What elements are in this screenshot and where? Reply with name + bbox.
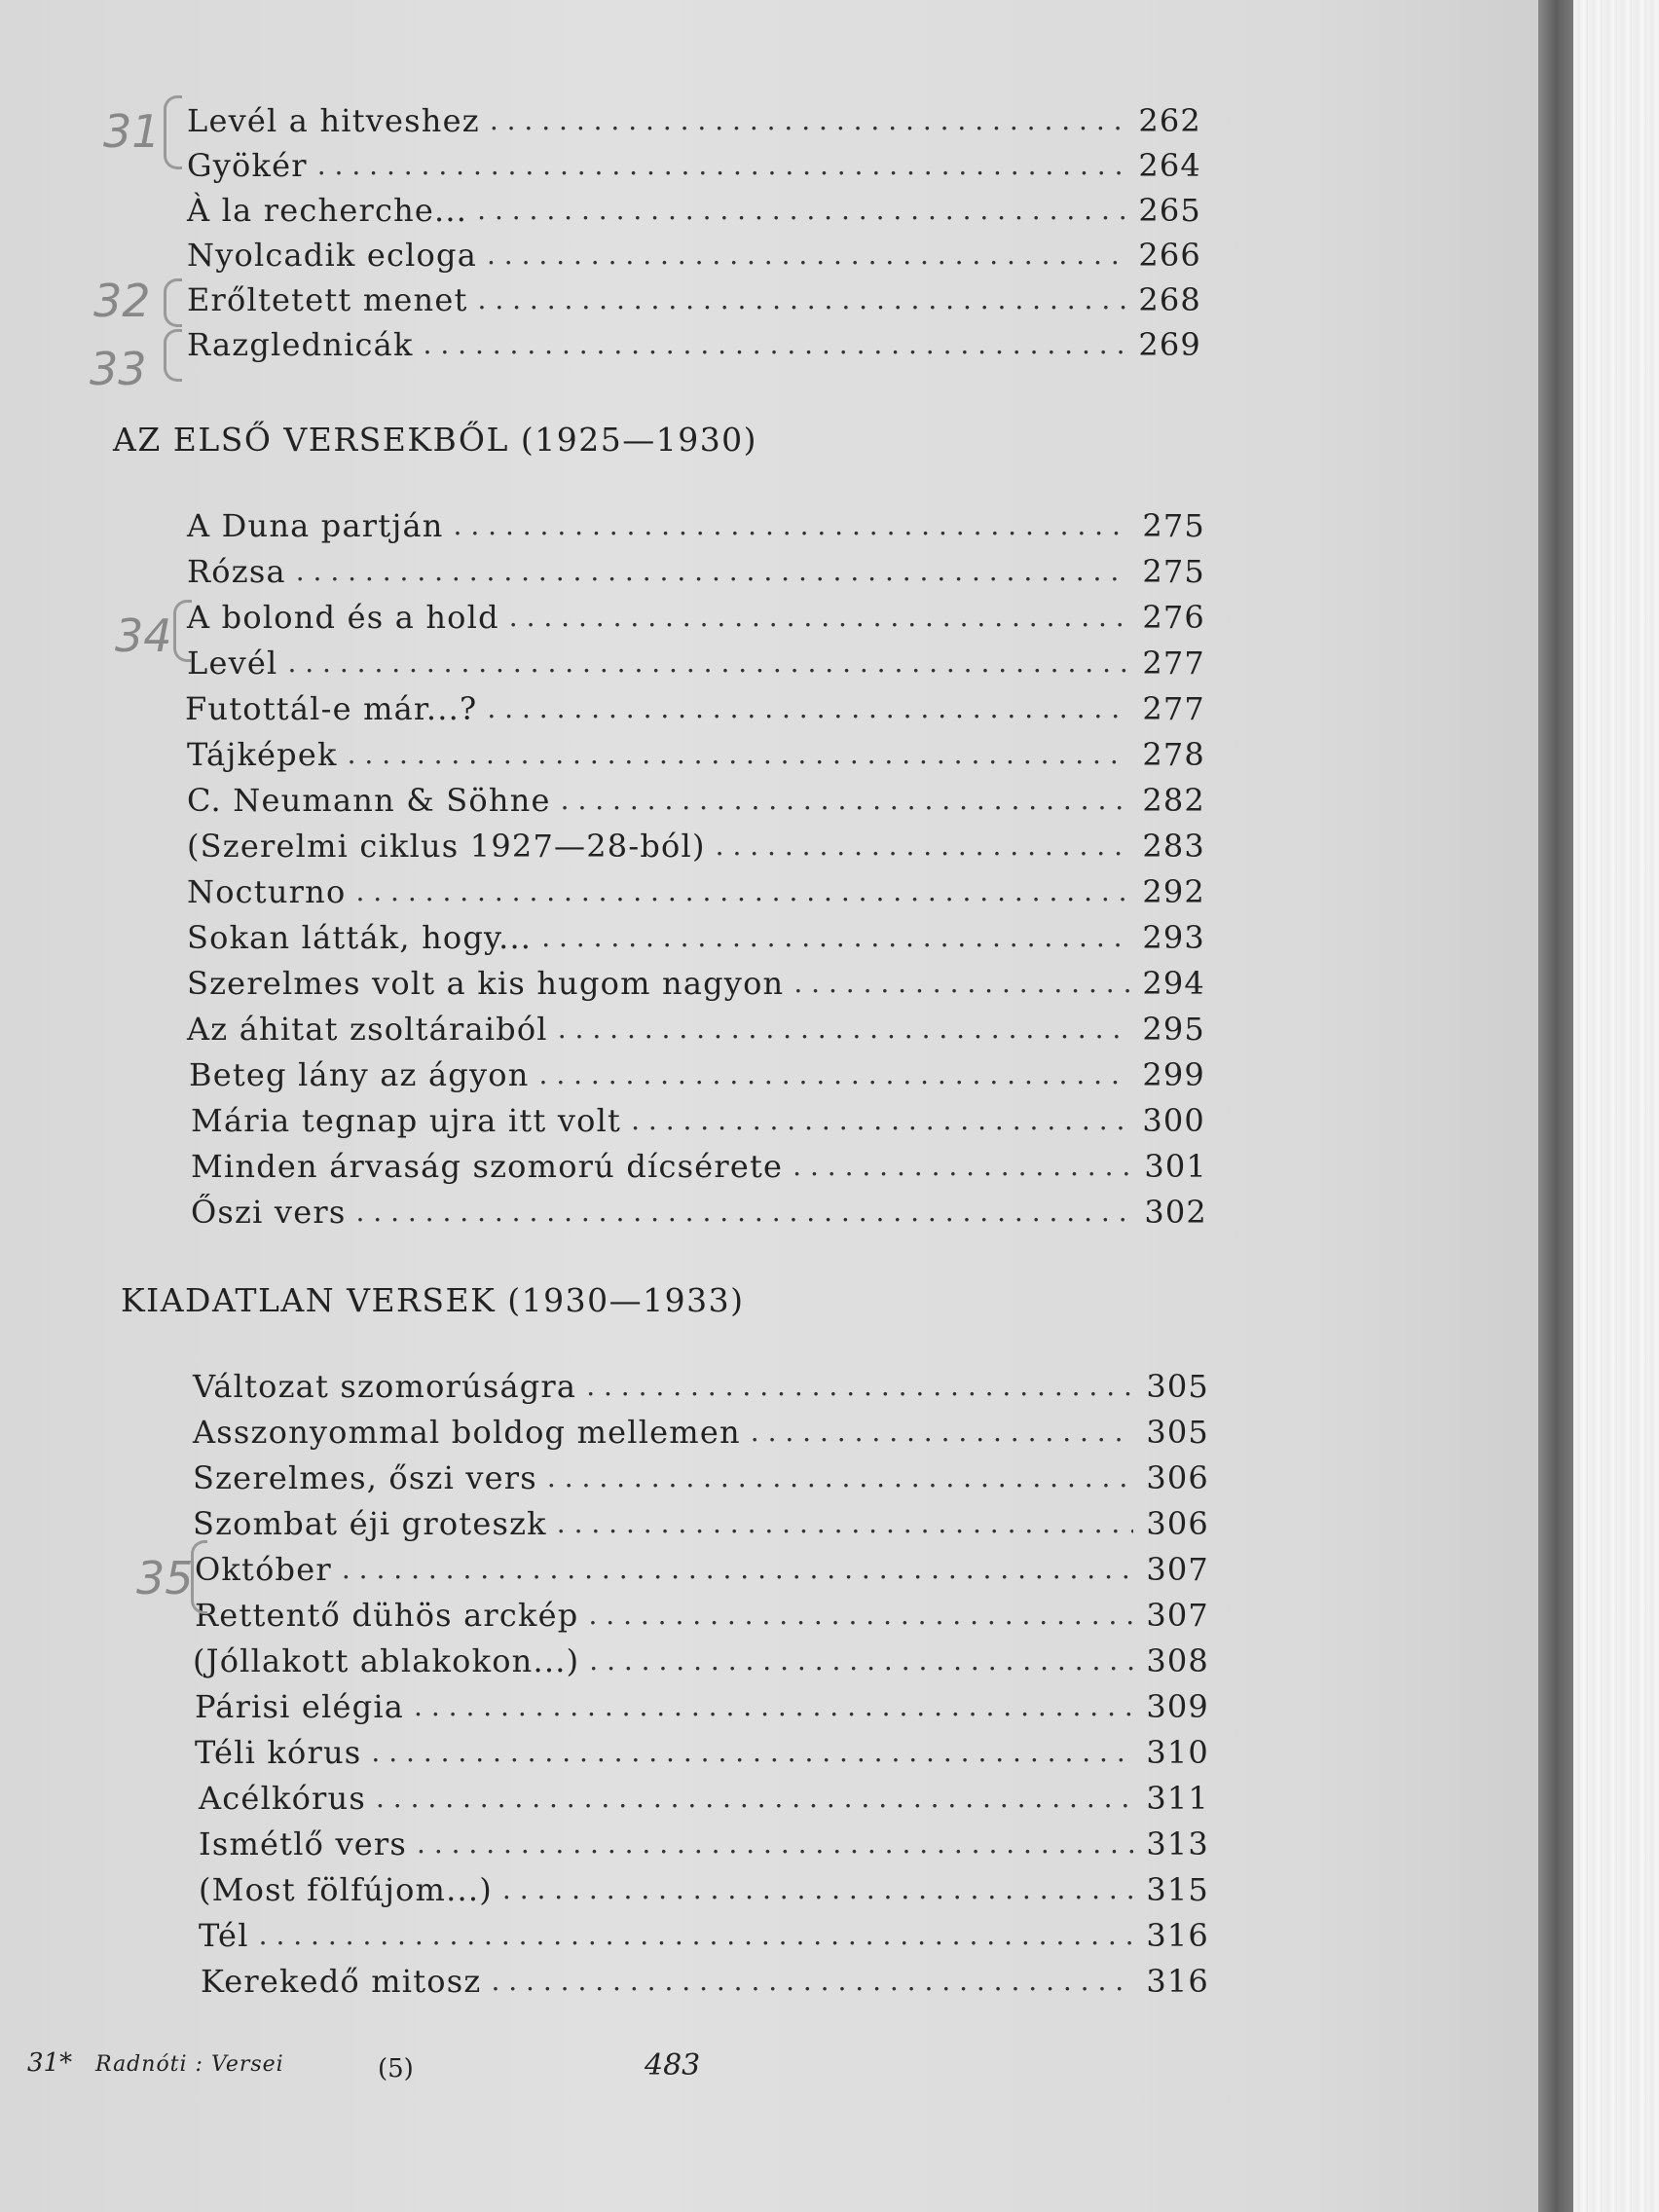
entry-page: 308 (1146, 1642, 1209, 1679)
entry-page: 301 (1144, 1148, 1207, 1185)
entry-page: 302 (1144, 1194, 1207, 1231)
entry-title: Gyökér (187, 147, 308, 184)
dot-leader (417, 1823, 1133, 1865)
toc-entry (199, 1823, 1209, 1865)
handwritten-bracket (164, 95, 182, 169)
toc-entry (191, 1099, 1205, 1142)
entry-page: 316 (1146, 1963, 1209, 2000)
dot-leader (454, 504, 1129, 547)
entry-title: Levél a hitveshez (187, 102, 480, 139)
toc-entry (195, 1548, 1209, 1591)
entry-page: 292 (1142, 873, 1205, 910)
dot-leader (477, 189, 1125, 232)
entry-title: Nyolcadik ecloga (187, 237, 477, 274)
entry-title: Szombat éji groteszk (193, 1505, 547, 1542)
handwritten-bracket (164, 278, 182, 327)
dot-leader (348, 733, 1129, 776)
entry-page: 283 (1142, 828, 1205, 865)
section-heading: AZ ELSŐ VERSEKBŐL (1925—1930) (113, 421, 758, 459)
toc-entry (187, 99, 1201, 142)
handwritten-bracket (173, 600, 192, 662)
dot-leader (557, 1502, 1133, 1545)
entry-page: 295 (1142, 1011, 1205, 1048)
handwritten-annotation: 31 (103, 105, 161, 158)
toc-entry (195, 1731, 1209, 1774)
entry-title: Az áhitat zsoltáraiból (187, 1011, 548, 1048)
entry-page: 293 (1142, 919, 1205, 956)
dot-leader (539, 1053, 1129, 1096)
toc-entry (193, 1640, 1209, 1682)
entry-title: À la recherche... (187, 192, 468, 229)
page-edges (1573, 0, 1659, 2212)
dot-leader (751, 1411, 1133, 1454)
toc-entry (187, 916, 1205, 959)
footer-book-title: Radnóti : Versei (95, 2052, 284, 2077)
entry-title: Párisi elégia (195, 1688, 405, 1725)
toc-entry (199, 1868, 1209, 1911)
handwritten-annotation: 32 (93, 275, 151, 327)
sheet-number: (5) (378, 2054, 414, 2083)
entry-title: Téli kórus (195, 1734, 362, 1771)
dot-leader (793, 962, 1129, 1005)
dot-leader (547, 1456, 1133, 1499)
dot-leader (414, 1685, 1133, 1728)
entry-title: Futottál-e már...? (185, 690, 478, 727)
dot-leader (541, 916, 1129, 959)
entry-page: 305 (1146, 1414, 1209, 1451)
dot-leader (558, 1008, 1129, 1051)
dot-leader (509, 596, 1129, 639)
handwritten-annotation: 33 (90, 343, 147, 395)
entry-page: 262 (1138, 102, 1201, 139)
entry-page: 309 (1146, 1688, 1209, 1725)
toc-entry (195, 1685, 1209, 1728)
dot-leader (317, 144, 1125, 187)
toc-entry (193, 1456, 1209, 1499)
entry-page: 275 (1142, 507, 1205, 544)
toc-entry (189, 1053, 1205, 1096)
entry-page: 275 (1142, 553, 1205, 590)
entry-title: Sokan látták, hogy... (187, 919, 533, 956)
entry-page: 276 (1142, 599, 1205, 636)
toc-entry (187, 550, 1205, 593)
toc-entry (187, 642, 1205, 684)
toc-entry (185, 687, 1205, 730)
dot-leader (589, 1640, 1133, 1682)
dot-leader (376, 1777, 1133, 1820)
dot-leader (586, 1365, 1133, 1408)
toc-entry (195, 1594, 1209, 1637)
dot-leader (502, 1868, 1133, 1911)
dot-leader (287, 642, 1129, 684)
dot-leader (793, 1145, 1131, 1188)
entry-page: 277 (1142, 645, 1205, 682)
toc-entry (201, 1960, 1209, 2003)
dot-leader (487, 234, 1125, 276)
entry-page: 315 (1146, 1871, 1209, 1908)
handwritten-bracket (191, 1540, 207, 1614)
entry-title: Nocturno (187, 873, 347, 910)
entry-title: Változat szomorúságra (193, 1368, 577, 1405)
toc-entry (187, 504, 1205, 547)
entry-page: 299 (1142, 1056, 1205, 1093)
entry-page: 264 (1138, 147, 1201, 184)
entry-title: (Jóllakott ablakokon...) (193, 1642, 580, 1679)
entry-title: Tájképek (187, 736, 338, 773)
dot-leader (371, 1731, 1133, 1774)
entry-title: Október (195, 1551, 332, 1588)
entry-title: Mária tegnap ujra itt volt (191, 1102, 622, 1139)
entry-title: Kerekedő mitosz (201, 1963, 482, 2000)
entry-title: A bolond és a hold (187, 599, 499, 636)
section-heading: KIADATLAN VERSEK (1930—1933) (121, 1281, 745, 1319)
entry-page: 306 (1146, 1459, 1209, 1496)
dot-leader (588, 1594, 1133, 1637)
dot-leader (259, 1914, 1133, 1957)
toc-entry (193, 1411, 1209, 1454)
entry-title: Rettentő dühös arckép (195, 1597, 579, 1634)
entry-title: Erőltetett menet (187, 281, 468, 318)
entry-page: 307 (1146, 1597, 1209, 1634)
entry-title: Asszonyommal boldog mellemen (193, 1414, 741, 1451)
toc-entry (191, 1145, 1207, 1188)
entry-title: Ismétlő vers (199, 1825, 408, 1862)
page-number: 483 (645, 2048, 701, 2083)
entry-page: 278 (1142, 736, 1205, 773)
entry-title: Tél (199, 1917, 249, 1954)
entry-page: 313 (1146, 1825, 1209, 1862)
entry-page: 316 (1146, 1917, 1209, 1954)
book-spine (1538, 0, 1573, 2212)
entry-title: Beteg lány az ágyon (189, 1056, 530, 1093)
toc-entry (193, 1365, 1209, 1408)
entry-title: C. Neumann & Söhne (187, 782, 551, 819)
entry-title: Rózsa (187, 553, 286, 590)
entry-title: Razglednicák (187, 326, 414, 363)
entry-page: 294 (1142, 965, 1205, 1002)
entry-page: 306 (1146, 1505, 1209, 1542)
toc-entry (187, 234, 1201, 276)
toc-entry (187, 144, 1201, 187)
dot-leader (487, 687, 1129, 730)
toc-entry (187, 825, 1205, 867)
entry-title: Szerelmes, őszi vers (193, 1459, 537, 1496)
entry-page: 277 (1142, 690, 1205, 727)
entry-page: 266 (1138, 237, 1201, 274)
entry-page: 268 (1138, 281, 1201, 318)
entry-page: 269 (1138, 326, 1201, 363)
toc-entry (187, 870, 1205, 913)
dot-leader (561, 779, 1129, 822)
dot-leader (355, 870, 1129, 913)
signature-mark: 31* (27, 2048, 73, 2078)
entry-title: A Duna partján (187, 507, 444, 544)
toc-entry (187, 323, 1201, 366)
toc-entry (187, 962, 1205, 1005)
dot-leader (716, 825, 1129, 867)
toc-entry (187, 189, 1201, 232)
entry-title: Minden árvaság szomorú dícsérete (191, 1148, 784, 1185)
toc-entry (187, 596, 1205, 639)
toc-entry (193, 1502, 1209, 1545)
entry-page: 311 (1146, 1780, 1209, 1817)
entry-title: (Most fölfújom...) (199, 1871, 493, 1908)
entry-title: Levél (187, 645, 278, 682)
dot-leader (355, 1191, 1131, 1234)
entry-title: Őszi vers (191, 1194, 347, 1231)
toc-entry (187, 779, 1205, 822)
entry-page: 310 (1146, 1734, 1209, 1771)
dot-leader (490, 99, 1125, 142)
dot-leader (342, 1548, 1133, 1591)
entry-title: Acélkórus (199, 1780, 366, 1817)
entry-title: (Szerelmi ciklus 1927—28-ból) (187, 828, 706, 865)
toc-entry (199, 1777, 1209, 1820)
handwritten-bracket (164, 329, 182, 382)
toc-entry (187, 1008, 1205, 1051)
handwritten-annotation: 34 (115, 609, 172, 662)
handwritten-annotation: 35 (136, 1552, 194, 1604)
dot-leader (424, 323, 1125, 366)
entry-page: 307 (1146, 1551, 1209, 1588)
entry-page: 305 (1146, 1368, 1209, 1405)
toc-entry (191, 1191, 1207, 1234)
dot-leader (296, 550, 1129, 593)
entry-page: 282 (1142, 782, 1205, 819)
entry-page: 300 (1142, 1102, 1205, 1139)
dot-leader (478, 278, 1125, 321)
entry-title: Szerelmes volt a kis hugom nagyon (187, 965, 785, 1002)
toc-entry (187, 278, 1201, 321)
entry-page: 265 (1138, 192, 1201, 229)
toc-entry (187, 733, 1205, 776)
toc-entry (199, 1914, 1209, 1957)
dot-leader (631, 1099, 1129, 1142)
dot-leader (491, 1960, 1133, 2003)
